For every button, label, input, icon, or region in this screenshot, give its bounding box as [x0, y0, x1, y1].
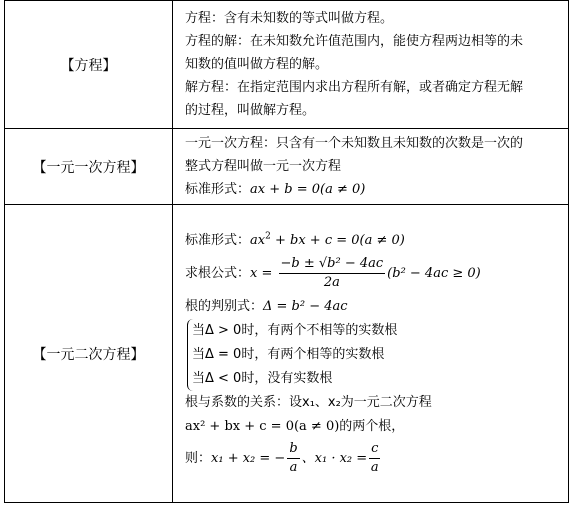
root-numerator: −b ± √b² − 4ac: [279, 256, 386, 274]
row-quadratic-equation: [5, 205, 569, 503]
standard-form-formula: ax + b = 0(a ≠ 0): [250, 182, 366, 197]
vieta-sum-denominator: a: [289, 459, 298, 475]
definition-solving-1: 解方程：在指定范围内求出方程所有解，或者确定方程无解: [185, 80, 524, 95]
definition-equation: 方程：含有未知数的等式叫做方程。: [185, 11, 394, 26]
vieta-sum-fraction: [287, 441, 299, 476]
discriminant-formula: Δ = b² − 4ac: [263, 298, 348, 314]
vieta-sum: x₁ + x₂ = −: [211, 450, 286, 466]
case-negative: 当Δ < 0时，没有实数根: [192, 370, 333, 386]
case-positive: 当Δ > 0时，有两个不相等的实数根: [192, 322, 398, 338]
quad-standard-formula-a: ax: [250, 232, 266, 248]
vieta-product-numerator: c: [369, 441, 380, 459]
equation-table: [4, 0, 569, 503]
heading-equation: 【方程】: [5, 1, 173, 129]
case-zero: 当Δ = 0时，有两个相等的实数根: [192, 346, 385, 362]
vieta-intro: 根与系数的关系：设x₁、x₂为一元二次方程: [185, 394, 432, 410]
heading-linear-equation: 【一元一次方程】: [5, 129, 173, 205]
quad-standard-label: 标准形式：: [185, 232, 251, 248]
row-equation: [5, 1, 569, 129]
vieta-sum-numerator: b: [287, 441, 299, 459]
root-formula: [185, 253, 568, 295]
vieta-product-fraction: [369, 441, 380, 476]
vieta-product: 、x₁ · x₂ =: [301, 450, 368, 466]
definition-linear-1: 一元一次方程：只含有一个未知数且未知数的次数是一次的: [185, 136, 524, 151]
root-formula-label: 求根公式：: [185, 265, 251, 281]
vieta-relations: [185, 439, 568, 479]
vieta-equation: ax² + bx + c = 0(a ≠ 0)的两个根，: [185, 418, 405, 434]
discriminant: [185, 295, 568, 319]
root-fraction: [279, 256, 386, 291]
root-denominator: 2a: [323, 274, 340, 290]
definition-solution-2: 知数的值叫做方程的解。: [185, 57, 329, 72]
heading-quadratic-equation: 【一元二次方程】: [5, 205, 173, 503]
definition-solving-2: 的过程，叫做解方程。: [185, 103, 316, 118]
root-condition: (b² − 4ac ≥ 0): [387, 265, 481, 281]
vieta-product-denominator: a: [370, 459, 379, 475]
standard-form-label: 标准形式：: [185, 182, 251, 197]
discriminant-cases: [187, 319, 397, 391]
standard-form-linear: [185, 178, 568, 201]
content-equation: [173, 1, 569, 129]
content-linear-equation: [173, 129, 569, 205]
content-quadratic-equation: [173, 205, 569, 503]
vieta-then: 则：: [185, 450, 212, 466]
root-formula-prefix: x =: [250, 265, 273, 281]
discriminant-label: 根的判别式：: [185, 298, 264, 314]
standard-form-quadratic: 标准形式：$ax^2$ + bx + c = 0(a ≠ 0): [185, 231, 405, 248]
row-linear-equation: [5, 129, 569, 205]
definition-solution-1: 方程的解：在未知数允许值范围内，能使方程两边相等的未: [185, 34, 524, 49]
definition-linear-2: 整式方程叫做一元一次方程: [185, 159, 342, 174]
quad-standard-formula-b: + bx + c = 0(a ≠ 0): [274, 232, 405, 248]
